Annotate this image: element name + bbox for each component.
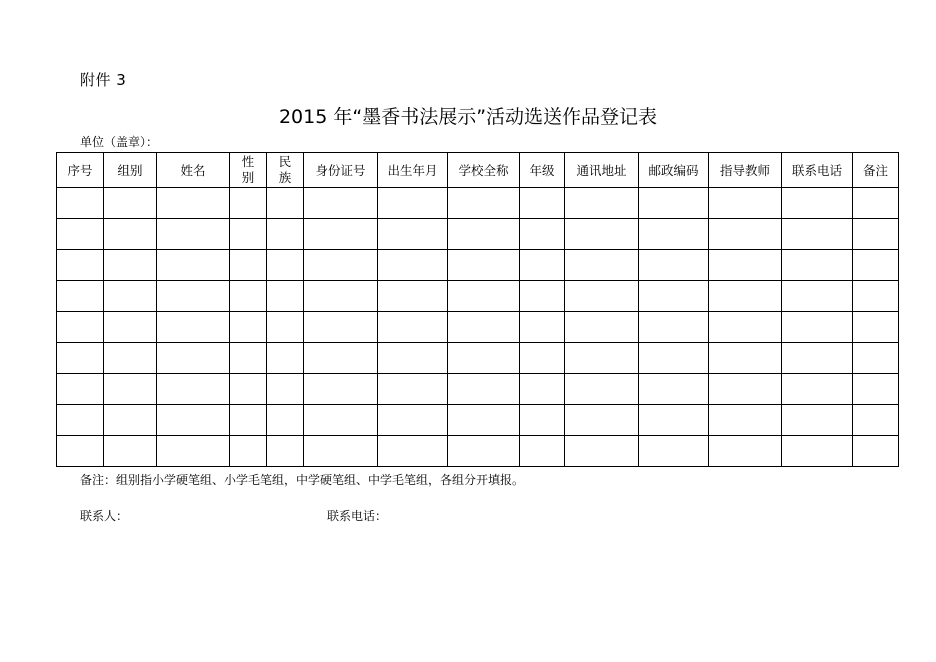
- table-cell[interactable]: [230, 219, 267, 250]
- table-cell[interactable]: [57, 343, 104, 374]
- table-cell[interactable]: [57, 250, 104, 281]
- table-cell[interactable]: [565, 436, 639, 467]
- table-cell[interactable]: [304, 312, 378, 343]
- table-cell[interactable]: [104, 405, 157, 436]
- table-cell[interactable]: [520, 312, 565, 343]
- table-cell[interactable]: [230, 250, 267, 281]
- table-cell[interactable]: [157, 188, 230, 219]
- table-cell[interactable]: [378, 343, 448, 374]
- table-cell[interactable]: [304, 436, 378, 467]
- registration-table: [56, 152, 899, 467]
- table-cell[interactable]: [853, 281, 899, 312]
- table-cell[interactable]: [378, 281, 448, 312]
- table-row: [57, 436, 899, 467]
- table-cell[interactable]: [57, 374, 104, 405]
- table-row: [57, 374, 899, 405]
- table-cell[interactable]: [709, 343, 782, 374]
- table-cell[interactable]: [230, 188, 267, 219]
- table-cell[interactable]: [230, 436, 267, 467]
- table-cell[interactable]: [709, 250, 782, 281]
- header-cell-phone: 联系电话: [782, 153, 853, 188]
- header-cell-id-number: 身份证号: [304, 153, 378, 188]
- header-cell-group: 组别: [104, 153, 157, 188]
- table-cell[interactable]: [782, 188, 853, 219]
- header-cell-gender: 性别: [230, 153, 267, 188]
- table-cell[interactable]: [104, 312, 157, 343]
- table-cell[interactable]: [565, 188, 639, 219]
- table-cell[interactable]: [157, 405, 230, 436]
- table-cell[interactable]: [157, 343, 230, 374]
- table-cell[interactable]: [267, 250, 304, 281]
- header-cell-address: 通讯地址: [565, 153, 639, 188]
- header-cell-teacher: 指导教师: [709, 153, 782, 188]
- table-cell[interactable]: [448, 405, 520, 436]
- header-cell-school: 学校全称: [448, 153, 520, 188]
- table-cell[interactable]: [782, 374, 853, 405]
- table-cell[interactable]: [639, 250, 709, 281]
- table-cell[interactable]: [639, 405, 709, 436]
- table-cell[interactable]: [448, 281, 520, 312]
- table-cell[interactable]: [639, 312, 709, 343]
- table-cell[interactable]: [157, 281, 230, 312]
- table-cell[interactable]: [520, 436, 565, 467]
- table-cell[interactable]: [520, 405, 565, 436]
- header-cell-remarks: 备注: [853, 153, 899, 188]
- header-cell-grade: 年级: [520, 153, 565, 188]
- table-cell[interactable]: [304, 281, 378, 312]
- table-cell[interactable]: [104, 374, 157, 405]
- table-cell[interactable]: [853, 219, 899, 250]
- table-cell[interactable]: [448, 374, 520, 405]
- table-cell[interactable]: [520, 343, 565, 374]
- table-cell[interactable]: [709, 405, 782, 436]
- table-cell[interactable]: [57, 405, 104, 436]
- table-cell[interactable]: [448, 188, 520, 219]
- table-cell[interactable]: [267, 343, 304, 374]
- table-cell[interactable]: [565, 219, 639, 250]
- table-cell[interactable]: [57, 219, 104, 250]
- table-cell[interactable]: [709, 436, 782, 467]
- table-row: [57, 250, 899, 281]
- table-cell[interactable]: [565, 374, 639, 405]
- attachment-label: 附件 3: [80, 71, 127, 89]
- table-cell[interactable]: [639, 219, 709, 250]
- table-cell[interactable]: [157, 374, 230, 405]
- table-cell[interactable]: [378, 188, 448, 219]
- table-row: [57, 281, 899, 312]
- table-cell[interactable]: [709, 219, 782, 250]
- table-cell[interactable]: [230, 374, 267, 405]
- table-row: [57, 188, 899, 219]
- table-cell[interactable]: [378, 312, 448, 343]
- table-cell[interactable]: [57, 188, 104, 219]
- table-cell[interactable]: [448, 250, 520, 281]
- table-cell[interactable]: [57, 312, 104, 343]
- table-cell[interactable]: [378, 250, 448, 281]
- table-cell[interactable]: [520, 374, 565, 405]
- table-cell[interactable]: [448, 436, 520, 467]
- table-cell[interactable]: [853, 312, 899, 343]
- table-cell[interactable]: [378, 219, 448, 250]
- table-cell[interactable]: [639, 281, 709, 312]
- table-cell[interactable]: [520, 219, 565, 250]
- table-cell[interactable]: [709, 281, 782, 312]
- table-cell[interactable]: [104, 343, 157, 374]
- table-cell[interactable]: [565, 281, 639, 312]
- table-cell[interactable]: [709, 374, 782, 405]
- table-cell[interactable]: [378, 405, 448, 436]
- table-cell[interactable]: [565, 312, 639, 343]
- table-cell[interactable]: [304, 405, 378, 436]
- table-cell[interactable]: [57, 436, 104, 467]
- table-cell[interactable]: [853, 374, 899, 405]
- table-cell[interactable]: [104, 250, 157, 281]
- table-cell[interactable]: [448, 219, 520, 250]
- table-cell[interactable]: [157, 250, 230, 281]
- table-row: [57, 219, 899, 250]
- header-cell-birth-date: 出生年月: [378, 153, 448, 188]
- table-cell[interactable]: [782, 312, 853, 343]
- table-cell[interactable]: [782, 343, 853, 374]
- table-cell[interactable]: [104, 188, 157, 219]
- table-cell[interactable]: [378, 374, 448, 405]
- table-cell[interactable]: [104, 219, 157, 250]
- header-cell-postcode: 邮政编码: [639, 153, 709, 188]
- table-cell[interactable]: [104, 436, 157, 467]
- table-cell[interactable]: [304, 250, 378, 281]
- table-cell[interactable]: [639, 188, 709, 219]
- table-cell[interactable]: [853, 405, 899, 436]
- table-cell[interactable]: [709, 188, 782, 219]
- table-header-row: [57, 153, 899, 188]
- table-cell[interactable]: [639, 343, 709, 374]
- table-cell[interactable]: [304, 343, 378, 374]
- table-cell[interactable]: [520, 188, 565, 219]
- table-cell[interactable]: [104, 281, 157, 312]
- table-cell[interactable]: [639, 436, 709, 467]
- table-cell[interactable]: [57, 281, 104, 312]
- table-cell[interactable]: [230, 312, 267, 343]
- table-cell[interactable]: [565, 343, 639, 374]
- table-cell[interactable]: [782, 405, 853, 436]
- document-title: 2015 年“墨香书法展示”活动选送作品登记表: [278, 106, 658, 128]
- table-cell[interactable]: [639, 374, 709, 405]
- table-cell[interactable]: [448, 312, 520, 343]
- table-cell[interactable]: [448, 343, 520, 374]
- table-cell[interactable]: [520, 250, 565, 281]
- table-row: [57, 405, 899, 436]
- table-cell[interactable]: [782, 281, 853, 312]
- table-cell[interactable]: [709, 312, 782, 343]
- table-cell[interactable]: [267, 436, 304, 467]
- table-cell[interactable]: [267, 281, 304, 312]
- contact-person-label: 联系人：: [80, 509, 129, 523]
- table-cell[interactable]: [520, 281, 565, 312]
- table-row: [57, 312, 899, 343]
- table-cell[interactable]: [304, 188, 378, 219]
- table-cell[interactable]: [230, 281, 267, 312]
- table-row: [57, 343, 899, 374]
- table-cell[interactable]: [157, 312, 230, 343]
- table-cell[interactable]: [267, 312, 304, 343]
- unit-stamp-label: 单位（盖章）：: [80, 135, 159, 149]
- table-cell[interactable]: [304, 374, 378, 405]
- table-body: [57, 188, 899, 467]
- footnote: 备注：组别指小学硬笔组、小学毛笔组，中学硬笔组、中学毛笔组，各组分开填报。: [80, 473, 525, 487]
- table-cell[interactable]: [853, 436, 899, 467]
- table-cell[interactable]: [267, 405, 304, 436]
- header-cell-ethnicity: 民族: [267, 153, 304, 188]
- table-cell[interactable]: [267, 374, 304, 405]
- table-cell[interactable]: [782, 250, 853, 281]
- table-cell[interactable]: [378, 436, 448, 467]
- table-cell[interactable]: [853, 188, 899, 219]
- table-cell[interactable]: [230, 343, 267, 374]
- table-cell[interactable]: [304, 219, 378, 250]
- table-cell[interactable]: [230, 405, 267, 436]
- table-cell[interactable]: [853, 250, 899, 281]
- contact-phone-label: 联系电话：: [327, 509, 388, 523]
- table-cell[interactable]: [565, 405, 639, 436]
- table-cell[interactable]: [267, 188, 304, 219]
- table-cell[interactable]: [157, 219, 230, 250]
- table-cell[interactable]: [267, 219, 304, 250]
- table-cell[interactable]: [157, 436, 230, 467]
- header-cell-name: 姓名: [157, 153, 230, 188]
- table-cell[interactable]: [565, 250, 639, 281]
- header-cell-serial: 序号: [57, 153, 104, 188]
- table-cell[interactable]: [782, 436, 853, 467]
- table-cell[interactable]: [782, 219, 853, 250]
- table-cell[interactable]: [853, 343, 899, 374]
